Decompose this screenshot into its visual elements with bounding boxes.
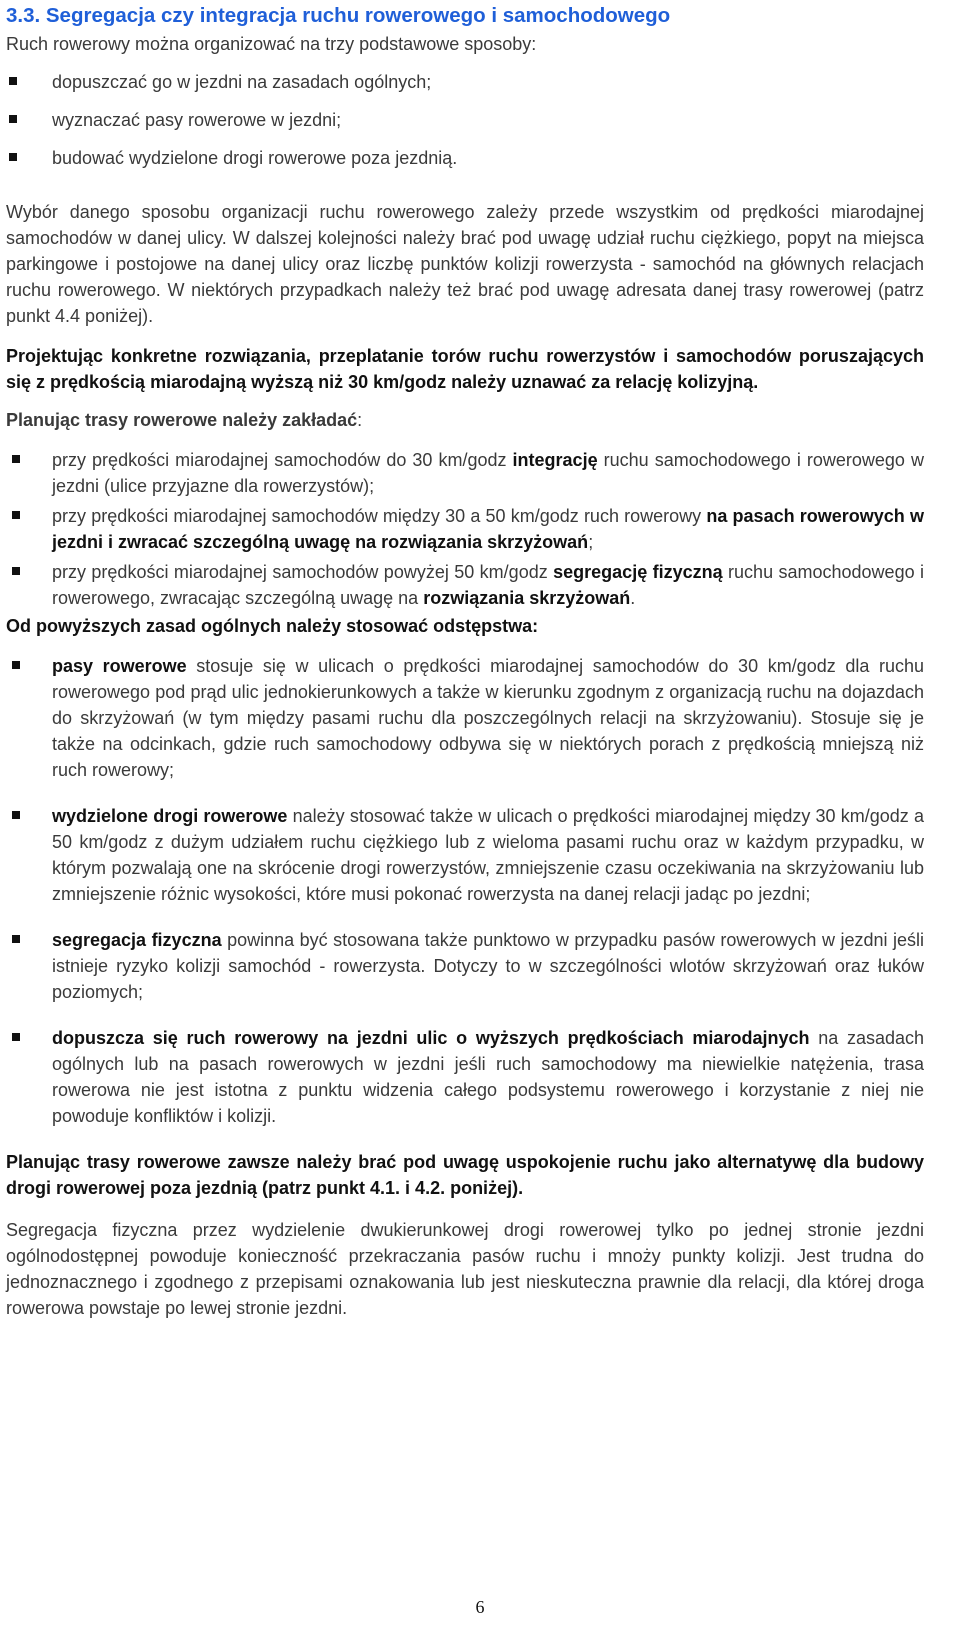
list-item bbox=[6, 107, 924, 133]
page-number: 6 bbox=[475, 1597, 485, 1617]
list-item bbox=[6, 653, 924, 783]
square-bullet-icon bbox=[12, 511, 20, 519]
list-item bbox=[6, 803, 924, 907]
list-item bbox=[6, 927, 924, 1005]
square-bullet-icon bbox=[9, 115, 17, 123]
planning-list bbox=[6, 447, 924, 611]
list-item-text: . bbox=[630, 588, 636, 608]
list-item-text: ruchu samochodowego i rowerowego, zwracając szczególną uwagę na bbox=[52, 562, 924, 608]
list-item-text: stosuje się w ulicach o prędkości miarodajnej samochodów do 30 km/godz dla ruchu rowerowego pod prąd ulic jednokierunkowych a także w kierunku zgodnym z organizacją ruchu na dojazdach do skrzyżowań (w tym między pasami ruchu dla poszczególnych relacji na skrzyżowaniu). Stosuje się je także na odcinkach, gdzie ruch samochodowy odbywa się w niektórych porach z prędkością mniejszą niż ruch rowerowy; bbox=[52, 656, 924, 780]
list-item bbox=[6, 145, 924, 171]
square-bullet-icon bbox=[12, 455, 20, 463]
list-item-emphasis: segregację fizyczną bbox=[553, 562, 723, 582]
list-item-emphasis: integrację bbox=[512, 450, 598, 470]
list-item-emphasis: na pasach rowerowych w jezdni i zwracać szczególną uwagę na rozwiązania skrzyżowań bbox=[52, 506, 924, 552]
planning-lead-bold: Planując trasy rowerowe należy zakładać bbox=[6, 410, 358, 430]
square-bullet-icon bbox=[12, 1033, 20, 1041]
list-item-text: należy stosować także w ulicach o prędkości miarodajnej między 30 km/godz a 50 km/godz z dużym udziałem ruchu ciężkiego lub z wieloma pasami ruchu oraz w każdym przypadku, w którym pozwalają one na skrócenie drogi rowerzystów, zmniejszenie czasu oczekiwania na skrzyżowaniu lub zmniejszenie różnic wysokości, które musi pokonać rowerzysta na danej relacji jadąc po jezdni; bbox=[52, 806, 924, 904]
list-item bbox=[6, 69, 924, 95]
square-bullet-icon bbox=[12, 811, 20, 819]
list-item-emphasis: dopuszcza się ruch rowerowy na jezdni ulic o wyższych prędkościach miarodajnych bbox=[52, 1028, 810, 1048]
paragraph-segregation: Segregacja fizyczna przez wydzielenie dwukierunkowej drogi rowerowej tylko po jednej stronie jezdni ogólnodostępnej powoduje konieczność przekraczania pasów ruchu i mnoży punkty kolizji. Jest trudna do jednoznacznego i zgodnego z przepisami oznakowania lub jest nieskuteczna prawnie dla relacji, dla której droga rowerowa powstaje po lewej stronie jezdni. bbox=[6, 1220, 924, 1318]
list-item-emphasis: pasy rowerowe bbox=[52, 656, 187, 676]
planning-lead-tail: : bbox=[357, 410, 363, 430]
list-item bbox=[6, 559, 924, 611]
intro-lead: Ruch rowerowy można organizować na trzy podstawowe sposoby: bbox=[6, 34, 537, 54]
paragraph-calming: Planując trasy rowerowe zawsze należy brać pod uwagę uspokojenie ruchu jako alternatywę dla budowy drogi rowerowej poza jezdnią (patrz punkt 4.1. i 4.2. poniżej). bbox=[6, 1152, 924, 1198]
paragraph-conflict: Projektując konkretne rozwiązania, przeplatanie torów ruchu rowerzystów i samochodów poruszających się z prędkością miarodajną wyższą niż 30 km/godz należy uznawać za relację kolizyjną. bbox=[6, 346, 924, 392]
list-item-emphasis: segregacja fizyczna bbox=[52, 930, 222, 950]
list-item-text: powinna być stosowana także punktowo w przypadku pasów rowerowych w jezdni jeśli istnieje ryzyko kolizji samochód - rowerzysta. Dotyczy to w szczególności wlotów skrzyżowań oraz łuków poziomych; bbox=[52, 930, 924, 1002]
deviations-list bbox=[6, 653, 924, 1129]
list-item bbox=[6, 1025, 924, 1129]
list-item-text: na zasadach ogólnych lub na pasach rowerowych w jezdni jeśli ruch samochodowy ma niewielkie natężenia, trasa rowerowa nie jest istotna z punktu widzenia całego podsystemu rowerowego i korzystanie z niej nie powoduje konfliktów i kolizji. bbox=[52, 1028, 924, 1126]
list-item-text: przy prędkości miarodajnej samochodów powyżej 50 km/godz bbox=[52, 562, 554, 582]
square-bullet-icon bbox=[9, 77, 17, 85]
list-item-text: ruchu samochodowego i rowerowego w jezdni (ulice przyjazne dla rowerzystów); bbox=[52, 450, 924, 496]
list-item-text: ; bbox=[588, 532, 594, 552]
list-item-text: wyznaczać pasy rowerowe w jezdni; bbox=[52, 110, 342, 130]
list-item-text: dopuszczać go w jezdni na zasadach ogólnych; bbox=[52, 72, 432, 92]
list-item bbox=[6, 503, 924, 555]
list-item-text: przy prędkości miarodajnej samochodów do 30 km/godz bbox=[52, 450, 513, 470]
intro-list bbox=[6, 69, 924, 171]
section-heading: 3.3. Segregacja czy integracja ruchu rowerowego i samochodowego bbox=[6, 4, 671, 27]
deviations-lead: Od powyższych zasad ogólnych należy stosować odstępstwa: bbox=[6, 616, 539, 636]
square-bullet-icon bbox=[9, 153, 17, 161]
square-bullet-icon bbox=[12, 935, 20, 943]
list-item-emphasis: rozwiązania skrzyżowań bbox=[423, 588, 631, 608]
list-item-text: budować wydzielone drogi rowerowe poza jezdnią. bbox=[52, 148, 458, 168]
paragraph-choice: Wybór danego sposobu organizacji ruchu rowerowego zależy przede wszystkim od prędkości miarodajnej samochodów w danej ulicy. W dalszej kolejności należy brać pod uwagę udział ruchu ciężkiego, popyt na miejsca parkingowe i postojowe na danej ulicy oraz liczbę punktów kolizji rowerzysta - samochód na głównych relacjach ruchu rowerowego. W niektórych przypadkach należy też brać pod uwagę adresata danej trasy rowerowej (patrz punkt 4.4 poniżej). bbox=[6, 202, 924, 326]
square-bullet-icon bbox=[12, 567, 20, 575]
list-item-emphasis: wydzielone drogi rowerowe bbox=[52, 806, 288, 826]
list-item-text: przy prędkości miarodajnej samochodów między 30 a 50 km/godz ruch rowerowy bbox=[52, 506, 707, 526]
planning-lead bbox=[6, 407, 924, 433]
square-bullet-icon bbox=[12, 661, 20, 669]
list-item bbox=[6, 447, 924, 499]
